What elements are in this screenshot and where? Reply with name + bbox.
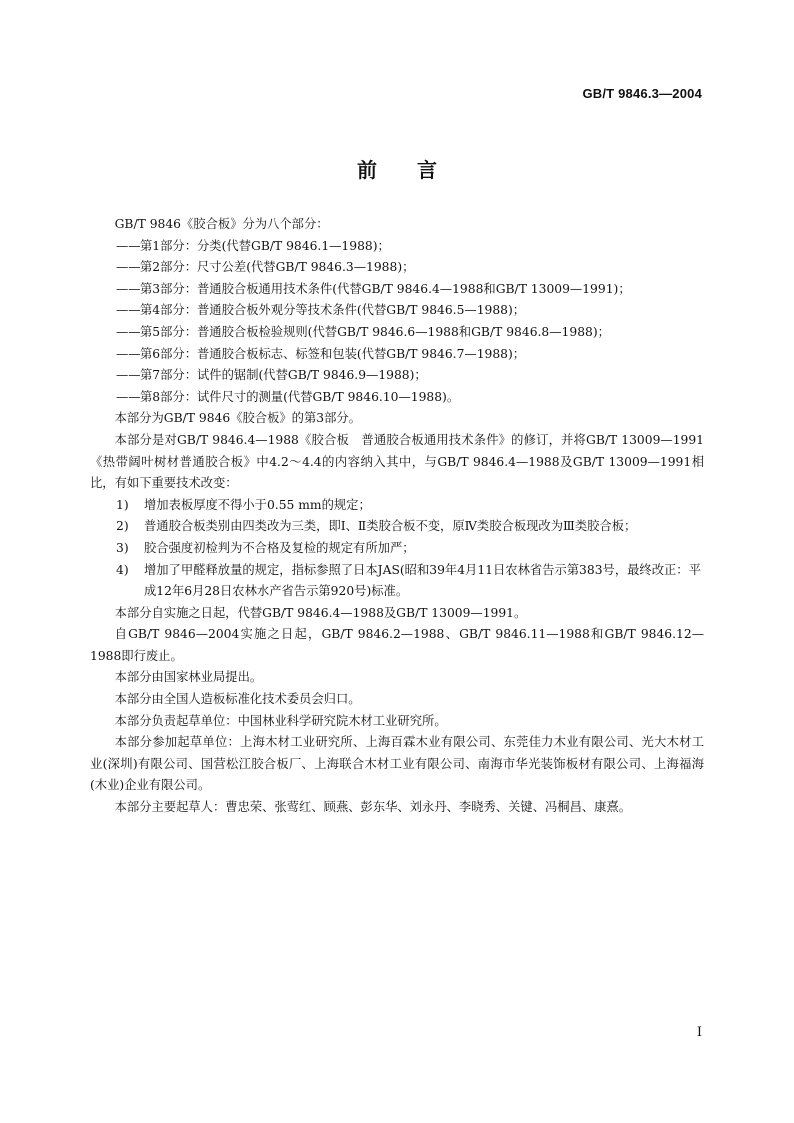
dash-mark: —— — [116, 303, 141, 318]
participants-paragraph: 本部分参加起草单位：上海木材工业研究所、上海百霖木业有限公司、东莞佳力木业有限公司、光大木材工业(深圳)有限公司、国营松江胶合板厂、上海联合木材工业有限公司、南海市华光装饰板材有限公司、上海福海(木业)企业有限公司。 — [90, 735, 704, 793]
page-number: I — [696, 1025, 702, 1040]
list-item-number: 2) — [116, 519, 129, 534]
list-item-text: 第6部分：普通胶合板标志、标签和包装(代替GB/T 9846.7—1988)； — [140, 346, 526, 361]
list-item — [90, 257, 704, 279]
list-item — [90, 516, 704, 538]
list-item-text: 普通胶合板类别由四类改为三类，即Ⅰ、Ⅱ类胶合板不变，原Ⅳ类胶合板现改为Ⅲ类胶合板； — [144, 519, 637, 534]
dash-mark: —— — [116, 346, 141, 361]
list-item-number: 3) — [116, 540, 129, 555]
revision-paragraph: 本部分是对GB/T 9846.4—1988《胶合板 普通胶合板通用技术条件》的修订，并将GB/T 13009—1991《热带阔叶树材普通胶合板》中4.2～4.4的内容纳入其中，与GB/T 9846.4—1988及GB/T 13009—1991相比，有如下重要技术改变： — [90, 432, 704, 491]
list-item-text: 第4部分：普通胶合板外观分等技术条件(代替GB/T 9846.5—1988)； — [140, 303, 526, 318]
list-item — [90, 300, 704, 322]
list-item-text: 第8部分：试件尺寸的测量(代替GB/T 9846.10—1988)。 — [140, 389, 460, 404]
replaces-paragraph: 本部分自实施之日起，代替GB/T 9846.4—1988及GB/T 13009—1991。 — [114, 605, 527, 620]
page-title: 前言 — [357, 158, 477, 182]
dash-mark: —— — [116, 238, 141, 253]
list-item-text: 第7部分：试件的锯制(代替GB/T 9846.9—1988)； — [140, 368, 427, 383]
list-item — [90, 279, 704, 301]
dash-mark: —— — [116, 389, 141, 404]
list-item — [90, 495, 704, 517]
list-item-number: 4) — [116, 562, 129, 577]
list-item — [90, 387, 704, 409]
dash-mark: —— — [116, 324, 141, 339]
drafters-paragraph: 本部分主要起草人：曹忠荣、张莺红、顾燕、彭东华、刘永丹、李晓秀、关键、冯桐昌、康熹。 — [114, 800, 632, 815]
list-item-text: 第1部分：分类(代替GB/T 9846.1—1988)； — [140, 238, 390, 253]
list-item-text: 增加表板厚度不得小于0.55 mm的规定； — [144, 497, 371, 512]
list-item — [90, 538, 704, 560]
list-item — [90, 365, 704, 387]
centralized-paragraph: 本部分由全国人造板标准化技术委员会归口。 — [114, 692, 361, 707]
list-item — [90, 344, 704, 366]
standard-number: GB/T 9846.3—2004 — [582, 86, 702, 101]
list-item — [90, 560, 704, 603]
list-item — [90, 236, 704, 258]
list-item-text: 第3部分：普通胶合板通用技术条件(代替GB/T 9846.4—1988和GB/T 13009—1991)； — [140, 281, 631, 296]
list-item — [90, 322, 704, 344]
dash-mark: —— — [116, 260, 141, 275]
changes-list — [90, 495, 704, 603]
dash-mark: —— — [116, 368, 141, 383]
list-item-text: 胶合强度初检判为不合格及复检的规定有所加严； — [144, 540, 415, 555]
dash-mark: —— — [116, 281, 141, 296]
abolish-paragraph: 自GB/T 9846—2004实施之日起，GB/T 9846.2—1988、GB/T 9846.11—1988和GB/T 9846.12—1988即行废止。 — [90, 627, 704, 663]
list-item-text: 第5部分：普通胶合板检验规则(代替GB/T 9846.6—1988和GB/T 9846.8—1988)； — [140, 324, 610, 339]
parts-list — [90, 236, 704, 409]
list-item-text: 增加了甲醛释放量的规定，指标参照了日本JAS(昭和39年4月11日农林省告示第383号，最终改正：平成12年6月28日农林水产省告示第920号)标准。 — [144, 562, 701, 599]
chief-drafter-paragraph: 本部分负责起草单位：中国林业科学研究院木材工业研究所。 — [114, 713, 447, 728]
list-item-text: 第2部分：尺寸公差(代替GB/T 9846.3—1988)； — [140, 260, 415, 275]
this-part-paragraph: 本部分为GB/T 9846《胶合板》的第3部分。 — [114, 411, 361, 426]
foreword-body — [90, 214, 704, 819]
list-item-number: 1) — [116, 497, 129, 512]
proposed-paragraph: 本部分由国家林业局提出。 — [114, 670, 263, 685]
intro-paragraph: GB/T 9846《胶合板》分为八个部分： — [114, 217, 329, 231]
